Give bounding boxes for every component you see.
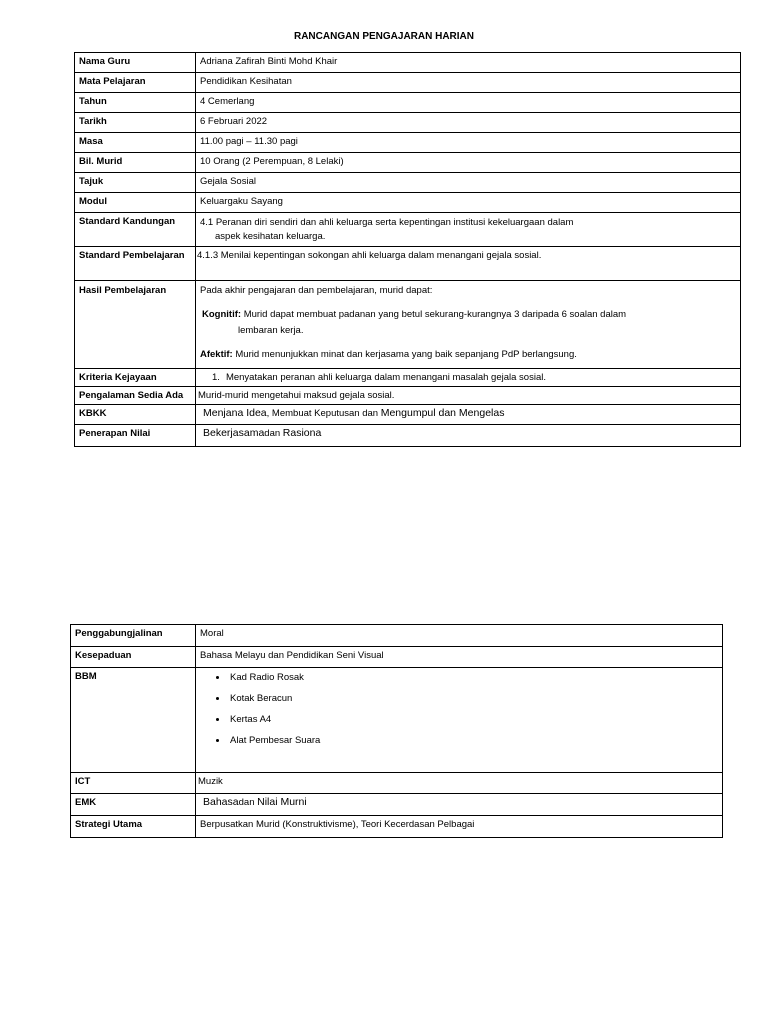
kbkk-part3: Mengumpul dan Mengelas bbox=[380, 407, 505, 419]
row-hasil-pembelajaran bbox=[75, 281, 741, 369]
label-standard-kandungan: Standard Kandungan bbox=[75, 213, 196, 247]
bbm-list bbox=[200, 671, 718, 747]
value-standard-pembelajaran: 4.1.3 Menilai kepentingan sokongan ahli keluarga dalam menangani gejala sosial. bbox=[196, 247, 741, 281]
label-penggabungjalinan: Penggabungjalinan bbox=[71, 625, 196, 647]
value-pengalaman-sedia-ada: Murid-murid mengetahui maksud gejala sosial. bbox=[196, 387, 741, 405]
label-hasil-pembelajaran: Hasil Pembelajaran bbox=[75, 281, 196, 369]
standard-kandungan-line2: aspek kesihatan keluarga. bbox=[215, 231, 326, 242]
value-tajuk: Gejala Sosial bbox=[196, 173, 741, 193]
kriteria-number: 1. bbox=[212, 372, 220, 383]
label-strategi-utama: Strategi Utama bbox=[71, 816, 196, 838]
label-tarikh: Tarikh bbox=[75, 113, 196, 133]
label-bil-murid: Bil. Murid bbox=[75, 153, 196, 173]
row-masa bbox=[75, 133, 741, 153]
lesson-plan-table bbox=[74, 52, 741, 447]
bbm-item: • Kotak Beracun bbox=[228, 692, 718, 705]
kognitif-label: Kognitif: bbox=[202, 309, 242, 320]
nilai-part1: Bekerjasama bbox=[203, 427, 265, 439]
row-standard-pembelajaran bbox=[75, 247, 741, 281]
row-emk bbox=[71, 794, 723, 816]
label-emk: EMK bbox=[71, 794, 196, 816]
kbkk-part1: Menjana Idea bbox=[203, 407, 267, 419]
hasil-kognitif bbox=[200, 308, 736, 321]
value-standard-kandungan bbox=[196, 213, 741, 247]
label-kriteria-kejayaan: Kriteria Kejayaan bbox=[75, 369, 196, 387]
label-nama-guru: Nama Guru bbox=[75, 53, 196, 73]
row-kbkk bbox=[75, 405, 741, 425]
row-kriteria-kejayaan bbox=[75, 369, 741, 387]
value-kriteria-kejayaan bbox=[196, 369, 741, 387]
kognitif-line2: lembaran kerja. bbox=[238, 325, 304, 336]
nilai-part2: dan bbox=[264, 428, 281, 439]
hasil-intro: Pada akhir pengajaran dan pembelajaran, murid dapat: bbox=[200, 285, 433, 296]
hasil-afektif bbox=[200, 348, 736, 361]
label-ict: ICT bbox=[71, 773, 196, 794]
value-hasil-pembelajaran bbox=[196, 281, 741, 369]
bbm-item: • Kad Radio Rosak bbox=[228, 671, 718, 684]
afektif-label: Afektif: bbox=[200, 349, 233, 360]
emk-part1: Bahasa bbox=[203, 796, 239, 808]
label-standard-pembelajaran: Standard Pembelajaran bbox=[75, 247, 196, 281]
row-modul bbox=[75, 193, 741, 213]
kriteria-text: Menyatakan peranan ahli keluarga dalam menangani masalah gejala sosial. bbox=[225, 372, 546, 383]
row-penerapan-nilai bbox=[75, 425, 741, 447]
bbm-item: • Alat Pembesar Suara bbox=[228, 734, 718, 747]
emk-part3: Nilai Murni bbox=[257, 796, 307, 808]
row-tarikh bbox=[75, 113, 741, 133]
value-penggabungjalinan: Moral bbox=[196, 625, 723, 647]
row-bil-murid bbox=[75, 153, 741, 173]
label-pengalaman-sedia-ada: Pengalaman Sedia Ada bbox=[75, 387, 196, 405]
value-tarikh: 6 Februari 2022 bbox=[196, 113, 741, 133]
afektif-text: Murid menunjukkan minat dan kerjasama yang baik sepanjang PdP berlangsung. bbox=[235, 349, 577, 360]
row-bbm bbox=[71, 668, 723, 773]
row-mata-pelajaran bbox=[75, 73, 741, 93]
value-ict: Muzik bbox=[196, 773, 723, 794]
row-strategi-utama bbox=[71, 816, 723, 838]
value-masa: 11.00 pagi – 11.30 pagi bbox=[196, 133, 741, 153]
label-kesepaduan: Kesepaduan bbox=[71, 647, 196, 668]
kbkk-part2: , Membuat Keputusan dan bbox=[266, 408, 379, 419]
label-kbkk: KBKK bbox=[75, 405, 196, 425]
row-tajuk bbox=[75, 173, 741, 193]
value-bil-murid: 10 Orang (2 Perempuan, 8 Lelaki) bbox=[196, 153, 741, 173]
bbm-item: • Kertas A4 bbox=[228, 713, 718, 726]
page-title: RANCANGAN PENGAJARAN HARIAN bbox=[293, 31, 474, 42]
row-kesepaduan bbox=[71, 647, 723, 668]
nilai-part3: Rasiona bbox=[282, 427, 322, 439]
label-bbm: BBM bbox=[71, 668, 196, 773]
label-tahun: Tahun bbox=[75, 93, 196, 113]
value-kbkk bbox=[196, 405, 741, 425]
row-nama-guru bbox=[75, 53, 741, 73]
value-emk bbox=[196, 794, 723, 816]
value-strategi-utama: Berpusatkan Murid (Konstruktivisme), Teori Kecerdasan Pelbagai bbox=[196, 816, 723, 838]
label-tajuk: Tajuk bbox=[75, 173, 196, 193]
label-masa: Masa bbox=[75, 133, 196, 153]
standard-kandungan-line1: 4.1 Peranan diri sendiri dan ahli keluarga serta kepentingan institusi kekeluargaan dalam bbox=[200, 217, 574, 228]
value-nama-guru: Adriana Zafirah Binti Mohd Khair bbox=[196, 53, 741, 73]
value-bbm bbox=[196, 668, 723, 773]
row-ict bbox=[71, 773, 723, 794]
value-tahun: 4 Cemerlang bbox=[196, 93, 741, 113]
value-mata-pelajaran: Pendidikan Kesihatan bbox=[196, 73, 741, 93]
resources-table bbox=[70, 624, 723, 838]
row-pengalaman-sedia-ada bbox=[75, 387, 741, 405]
row-standard-kandungan bbox=[75, 213, 741, 247]
label-penerapan-nilai: Penerapan Nilai bbox=[75, 425, 196, 447]
kognitif-line1: Murid dapat membuat padanan yang betul sekurang-kurangnya 3 daripada 6 soalan dalam bbox=[243, 309, 627, 320]
value-penerapan-nilai bbox=[196, 425, 741, 447]
value-kesepaduan: Bahasa Melayu dan Pendidikan Seni Visual bbox=[196, 647, 723, 668]
row-penggabungjalinan bbox=[71, 625, 723, 647]
value-modul: Keluargaku Sayang bbox=[196, 193, 741, 213]
row-tahun bbox=[75, 93, 741, 113]
emk-part2: dan bbox=[238, 797, 255, 808]
label-modul: Modul bbox=[75, 193, 196, 213]
label-mata-pelajaran: Mata Pelajaran bbox=[75, 73, 196, 93]
